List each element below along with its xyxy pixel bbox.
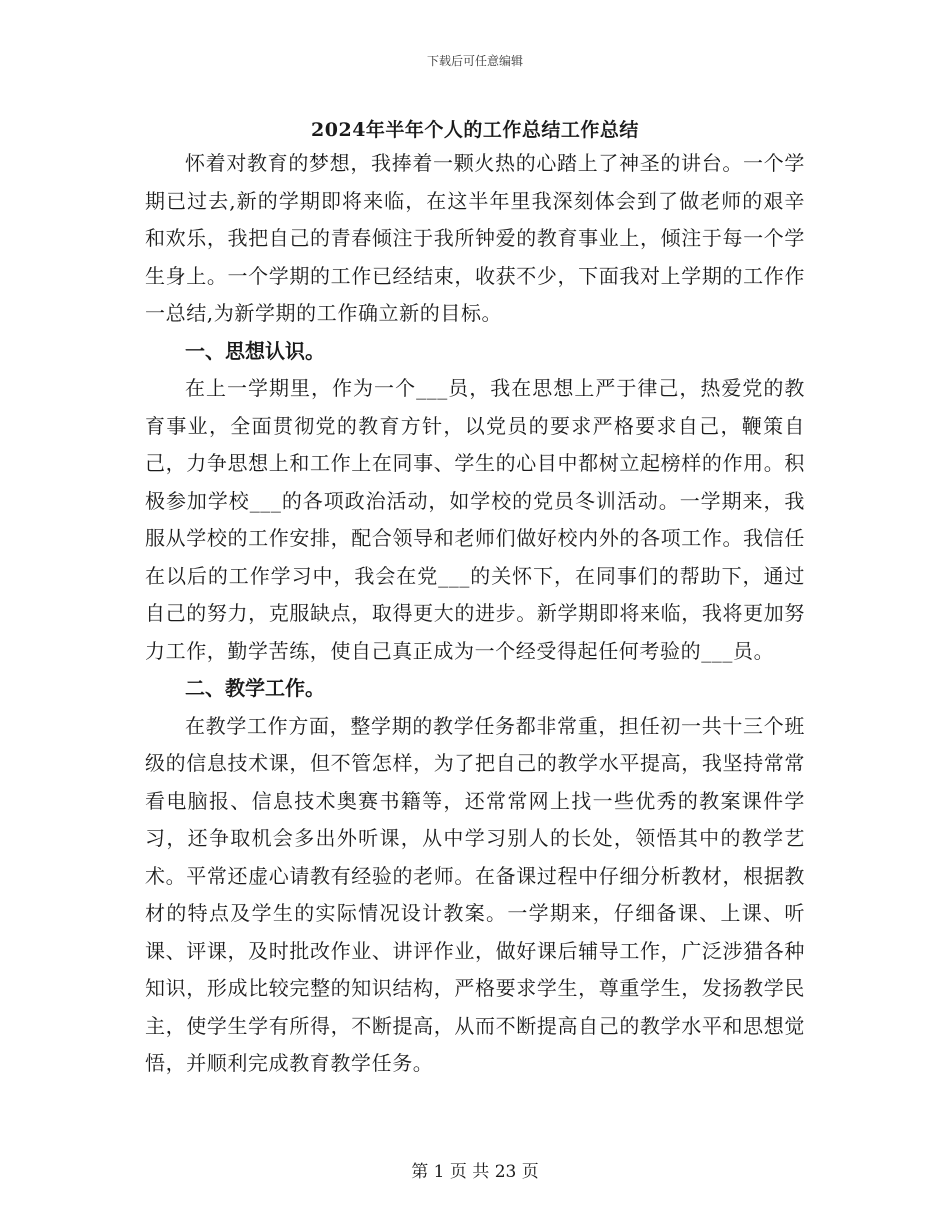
paragraph-intro: 怀着对教育的梦想，我捧着一颗火热的心踏上了神圣的讲台。一个学期已过去,新的学期即将来临，在这半年里我深刻体会到了做老师的艰辛和欢乐，我把自己的青春倾注于我所钟爱的教育事业上，倾注于每一个学生身上。一个学期的工作已经结束，收获不少，下面我对上学期的工作作一总结,为新学期的工作确立新的目标。 <box>145 151 805 325</box>
section-heading-thought: 一、思想认识。 <box>185 338 325 363</box>
paragraph-thought: 在上一学期里，作为一个___员，我在思想上严于律己，热爱党的教育事业，全面贯彻党的教育方针，以党员的要求严格要求自己，鞭策自己，力争思想上和工作上在同事、学生的心目中都树立起榜样的作用。积极参加学校___的各项政治活动，如学校的党员冬训活动。一学期来，我服从学校的工作安排，配合领导和老师们做好校内外的各项工作。我信任在以后的工作学习中，我会在党___的关怀下，在同事们的帮助下，通过自己的努力，克服缺点，取得更大的进步。新学期即将来临，我将更加努力工作，勤学苦练，使自己真正成为一个经受得起任何考验的___员。 <box>145 376 805 663</box>
header-note: 下载后可任意编辑 <box>426 54 523 68</box>
document-body <box>145 145 805 1083</box>
page-number: 第 1 页 共 23 页 <box>411 1162 539 1182</box>
section-heading-teaching: 二、教学工作。 <box>185 676 325 700</box>
document-title: 2024年半年个人的工作总结工作总结 <box>311 119 639 141</box>
paragraph-teaching: 在教学工作方面，整学期的教学任务都非常重，担任初一共十三个班级的信息技术课，但不管怎样，为了把自己的教学水平提高，我坚持常常看电脑报、信息技术奥赛书籍等，还常常网上找一些优秀的教案课件学习，还争取机会多出外听课，从中学习别人的长处，领悟其中的教学艺术。平常还虚心请教有经验的老师。在备课过程中仔细分析教材，根据教材的特点及学生的实际情况设计教案。一学期来，仔细备课、上课、听课、评课，及时批改作业、讲评作业，做好课后辅导工作，广泛涉猎各种知识，形成比较完整的知识结构，严格要求学生，尊重学生，发扬教学民主，使学生学有所得，不断提高，从而不断提高自己的教学水平和思想觉悟，并顺利完成教育教学任务。 <box>145 713 805 1075</box>
